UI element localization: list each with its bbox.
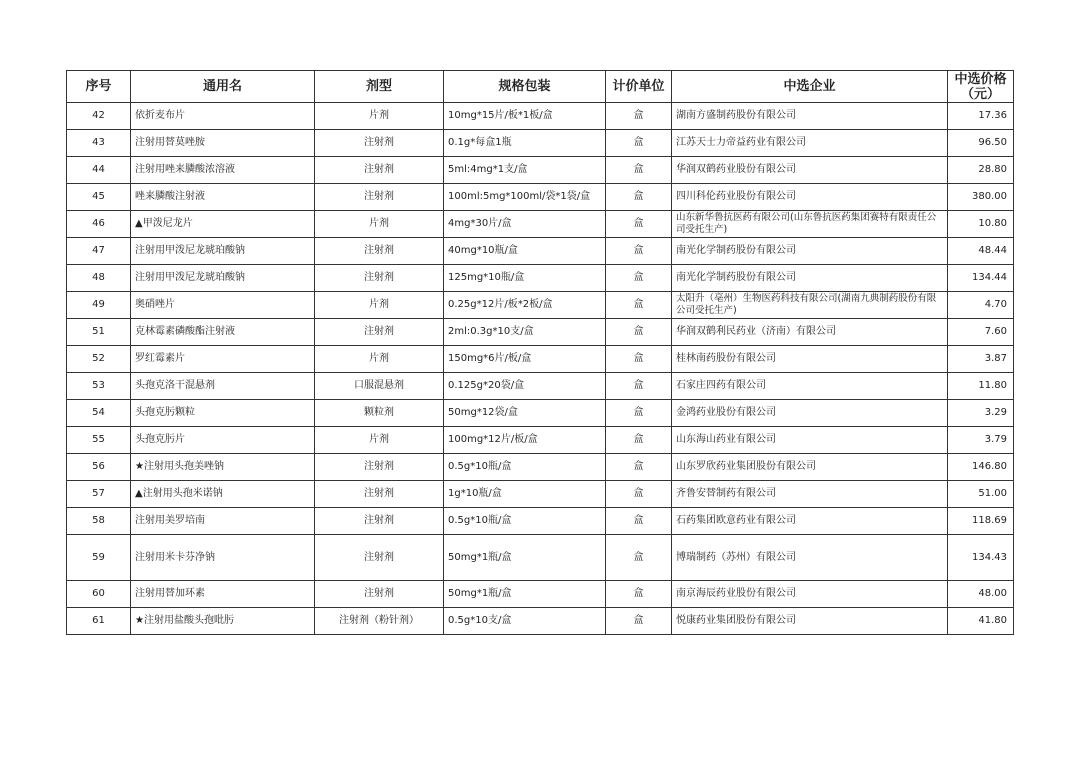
cell-seq: 46 [67, 211, 131, 238]
cell-company: 南京海辰药业股份有限公司 [672, 581, 948, 608]
table-row [67, 292, 1014, 319]
cell-seq: 47 [67, 238, 131, 265]
cell-spec: 5ml:4mg*1支/盒 [444, 157, 606, 184]
cell-name: 头孢克肟片 [131, 427, 315, 454]
cell-seq: 43 [67, 130, 131, 157]
cell-form: 注射剂 [315, 581, 444, 608]
cell-company: 悦康药业集团股份有限公司 [672, 608, 948, 635]
table-row [67, 238, 1014, 265]
cell-form: 口服混悬剂 [315, 373, 444, 400]
cell-unit: 盒 [606, 400, 672, 427]
cell-spec: 125mg*10瓶/盒 [444, 265, 606, 292]
cell-unit: 盒 [606, 535, 672, 581]
cell-name: ★注射用头孢美唑钠 [131, 454, 315, 481]
cell-unit: 盒 [606, 265, 672, 292]
procurement-table [66, 70, 1014, 635]
cell-name: 头孢克肟颗粒 [131, 400, 315, 427]
cell-seq: 54 [67, 400, 131, 427]
cell-price: 4.70 [948, 292, 1014, 319]
cell-unit: 盒 [606, 184, 672, 211]
cell-price: 146.80 [948, 454, 1014, 481]
cell-form: 注射剂 [315, 508, 444, 535]
cell-form: 片剂 [315, 427, 444, 454]
cell-company: 太阳升（亳州）生物医药科技有限公司(湖南九典制药股份有限公司受托生产) [672, 292, 948, 319]
cell-seq: 48 [67, 265, 131, 292]
cell-spec: 150mg*6片/板/盒 [444, 346, 606, 373]
table-row [67, 581, 1014, 608]
cell-company: 湖南方盛制药股份有限公司 [672, 103, 948, 130]
cell-price: 48.44 [948, 238, 1014, 265]
cell-price: 118.69 [948, 508, 1014, 535]
cell-company: 齐鲁安替制药有限公司 [672, 481, 948, 508]
cell-spec: 0.5g*10支/盒 [444, 608, 606, 635]
cell-spec: 0.1g*每盒1瓶 [444, 130, 606, 157]
cell-unit: 盒 [606, 292, 672, 319]
cell-price: 11.80 [948, 373, 1014, 400]
table-body [67, 103, 1014, 635]
header-name: 通用名 [131, 71, 315, 103]
table-row [67, 427, 1014, 454]
cell-unit: 盒 [606, 319, 672, 346]
cell-unit: 盒 [606, 373, 672, 400]
cell-price: 3.29 [948, 400, 1014, 427]
cell-price: 41.80 [948, 608, 1014, 635]
table-row [67, 130, 1014, 157]
cell-form: 注射剂 [315, 157, 444, 184]
cell-form: 注射剂 [315, 481, 444, 508]
cell-form: 注射剂 [315, 454, 444, 481]
cell-spec: 10mg*15片/板*1板/盒 [444, 103, 606, 130]
cell-form: 颗粒剂 [315, 400, 444, 427]
cell-form: 注射剂 [315, 130, 444, 157]
cell-price: 134.43 [948, 535, 1014, 581]
cell-form: 注射剂 [315, 184, 444, 211]
cell-company: 山东罗欣药业集团股份有限公司 [672, 454, 948, 481]
table-row [67, 184, 1014, 211]
table-row [67, 508, 1014, 535]
cell-price: 3.79 [948, 427, 1014, 454]
header-form: 剂型 [315, 71, 444, 103]
cell-name: 注射用替莫唑胺 [131, 130, 315, 157]
table-row [67, 481, 1014, 508]
cell-unit: 盒 [606, 508, 672, 535]
cell-seq: 44 [67, 157, 131, 184]
header-unit: 计价单位 [606, 71, 672, 103]
cell-name: 注射用甲泼尼龙琥珀酸钠 [131, 238, 315, 265]
cell-company: 华润双鹤利民药业（济南）有限公司 [672, 319, 948, 346]
cell-form: 片剂 [315, 211, 444, 238]
cell-price: 28.80 [948, 157, 1014, 184]
cell-name: 注射用美罗培南 [131, 508, 315, 535]
cell-spec: 100ml:5mg*100ml/袋*1袋/盒 [444, 184, 606, 211]
table-header-row [67, 71, 1014, 103]
cell-form: 注射剂 [315, 238, 444, 265]
cell-price: 3.87 [948, 346, 1014, 373]
cell-seq: 60 [67, 581, 131, 608]
cell-company: 南光化学制药股份有限公司 [672, 265, 948, 292]
table-row [67, 400, 1014, 427]
cell-company: 山东海山药业有限公司 [672, 427, 948, 454]
cell-price: 134.44 [948, 265, 1014, 292]
cell-unit: 盒 [606, 581, 672, 608]
cell-company: 石家庄四药有限公司 [672, 373, 948, 400]
cell-spec: 0.5g*10瓶/盒 [444, 454, 606, 481]
header-spec: 规格包装 [444, 71, 606, 103]
cell-form: 片剂 [315, 346, 444, 373]
cell-name: 克林霉素磷酸酯注射液 [131, 319, 315, 346]
cell-seq: 57 [67, 481, 131, 508]
cell-name: 注射用唑来膦酸浓溶液 [131, 157, 315, 184]
cell-unit: 盒 [606, 238, 672, 265]
cell-spec: 1g*10瓶/盒 [444, 481, 606, 508]
cell-unit: 盒 [606, 608, 672, 635]
cell-name: 依折麦布片 [131, 103, 315, 130]
cell-name: ▲注射用头孢米诺钠 [131, 481, 315, 508]
cell-unit: 盒 [606, 427, 672, 454]
cell-seq: 53 [67, 373, 131, 400]
cell-name: ▲甲泼尼龙片 [131, 211, 315, 238]
cell-price: 17.36 [948, 103, 1014, 130]
cell-form: 注射剂 [315, 319, 444, 346]
cell-unit: 盒 [606, 481, 672, 508]
table-row [67, 103, 1014, 130]
cell-company: 桂林南药股份有限公司 [672, 346, 948, 373]
cell-price: 51.00 [948, 481, 1014, 508]
cell-form: 片剂 [315, 292, 444, 319]
cell-form: 注射剂 [315, 265, 444, 292]
cell-name: 唑来膦酸注射液 [131, 184, 315, 211]
cell-company: 四川科伦药业股份有限公司 [672, 184, 948, 211]
cell-spec: 50mg*12袋/盒 [444, 400, 606, 427]
cell-spec: 0.5g*10瓶/盒 [444, 508, 606, 535]
cell-seq: 52 [67, 346, 131, 373]
header-price-line1: 中选价格 [954, 71, 1007, 87]
cell-unit: 盒 [606, 211, 672, 238]
cell-name: 注射用替加环素 [131, 581, 315, 608]
cell-form: 注射剂（粉针剂） [315, 608, 444, 635]
cell-seq: 55 [67, 427, 131, 454]
cell-spec: 4mg*30片/盒 [444, 211, 606, 238]
cell-spec: 50mg*1瓶/盒 [444, 535, 606, 581]
cell-seq: 45 [67, 184, 131, 211]
table-row [67, 373, 1014, 400]
cell-price: 10.80 [948, 211, 1014, 238]
table-row [67, 319, 1014, 346]
cell-name: 罗红霉素片 [131, 346, 315, 373]
cell-name: 头孢克洛干混悬剂 [131, 373, 315, 400]
cell-spec: 0.25g*12片/板*2板/盒 [444, 292, 606, 319]
cell-spec: 100mg*12片/板/盒 [444, 427, 606, 454]
cell-form: 注射剂 [315, 535, 444, 581]
cell-company: 山东新华鲁抗医药有限公司(山东鲁抗医药集团赛特有限责任公司受托生产) [672, 211, 948, 238]
cell-company: 江苏天士力帝益药业有限公司 [672, 130, 948, 157]
header-price-line2: （元） [960, 86, 1000, 102]
cell-unit: 盒 [606, 346, 672, 373]
cell-price: 380.00 [948, 184, 1014, 211]
cell-name: 注射用甲泼尼龙琥珀酸钠 [131, 265, 315, 292]
cell-seq: 49 [67, 292, 131, 319]
cell-seq: 56 [67, 454, 131, 481]
cell-spec: 0.125g*20袋/盒 [444, 373, 606, 400]
cell-price: 48.00 [948, 581, 1014, 608]
cell-name: ★注射用盐酸头孢吡肟 [131, 608, 315, 635]
cell-seq: 58 [67, 508, 131, 535]
cell-seq: 59 [67, 535, 131, 581]
cell-unit: 盒 [606, 454, 672, 481]
header-price [948, 71, 1014, 103]
cell-company: 华润双鹤药业股份有限公司 [672, 157, 948, 184]
cell-company: 南光化学制药股份有限公司 [672, 238, 948, 265]
table-row [67, 211, 1014, 238]
table-row [67, 608, 1014, 635]
cell-seq: 61 [67, 608, 131, 635]
cell-unit: 盒 [606, 130, 672, 157]
cell-seq: 42 [67, 103, 131, 130]
cell-unit: 盒 [606, 103, 672, 130]
table-row [67, 454, 1014, 481]
table-row [67, 157, 1014, 184]
table-row [67, 265, 1014, 292]
cell-company: 博瑞制药（苏州）有限公司 [672, 535, 948, 581]
cell-price: 7.60 [948, 319, 1014, 346]
cell-name: 奥硝唑片 [131, 292, 315, 319]
header-seq: 序号 [67, 71, 131, 103]
cell-spec: 2ml:0.3g*10支/盒 [444, 319, 606, 346]
table-row [67, 346, 1014, 373]
cell-company: 金鸿药业股份有限公司 [672, 400, 948, 427]
table-row [67, 535, 1014, 581]
cell-unit: 盒 [606, 157, 672, 184]
cell-name: 注射用米卡芬净钠 [131, 535, 315, 581]
cell-company: 石药集团欧意药业有限公司 [672, 508, 948, 535]
header-company: 中选企业 [672, 71, 948, 103]
cell-price: 96.50 [948, 130, 1014, 157]
cell-spec: 40mg*10瓶/盒 [444, 238, 606, 265]
cell-seq: 51 [67, 319, 131, 346]
cell-form: 片剂 [315, 103, 444, 130]
cell-spec: 50mg*1瓶/盒 [444, 581, 606, 608]
